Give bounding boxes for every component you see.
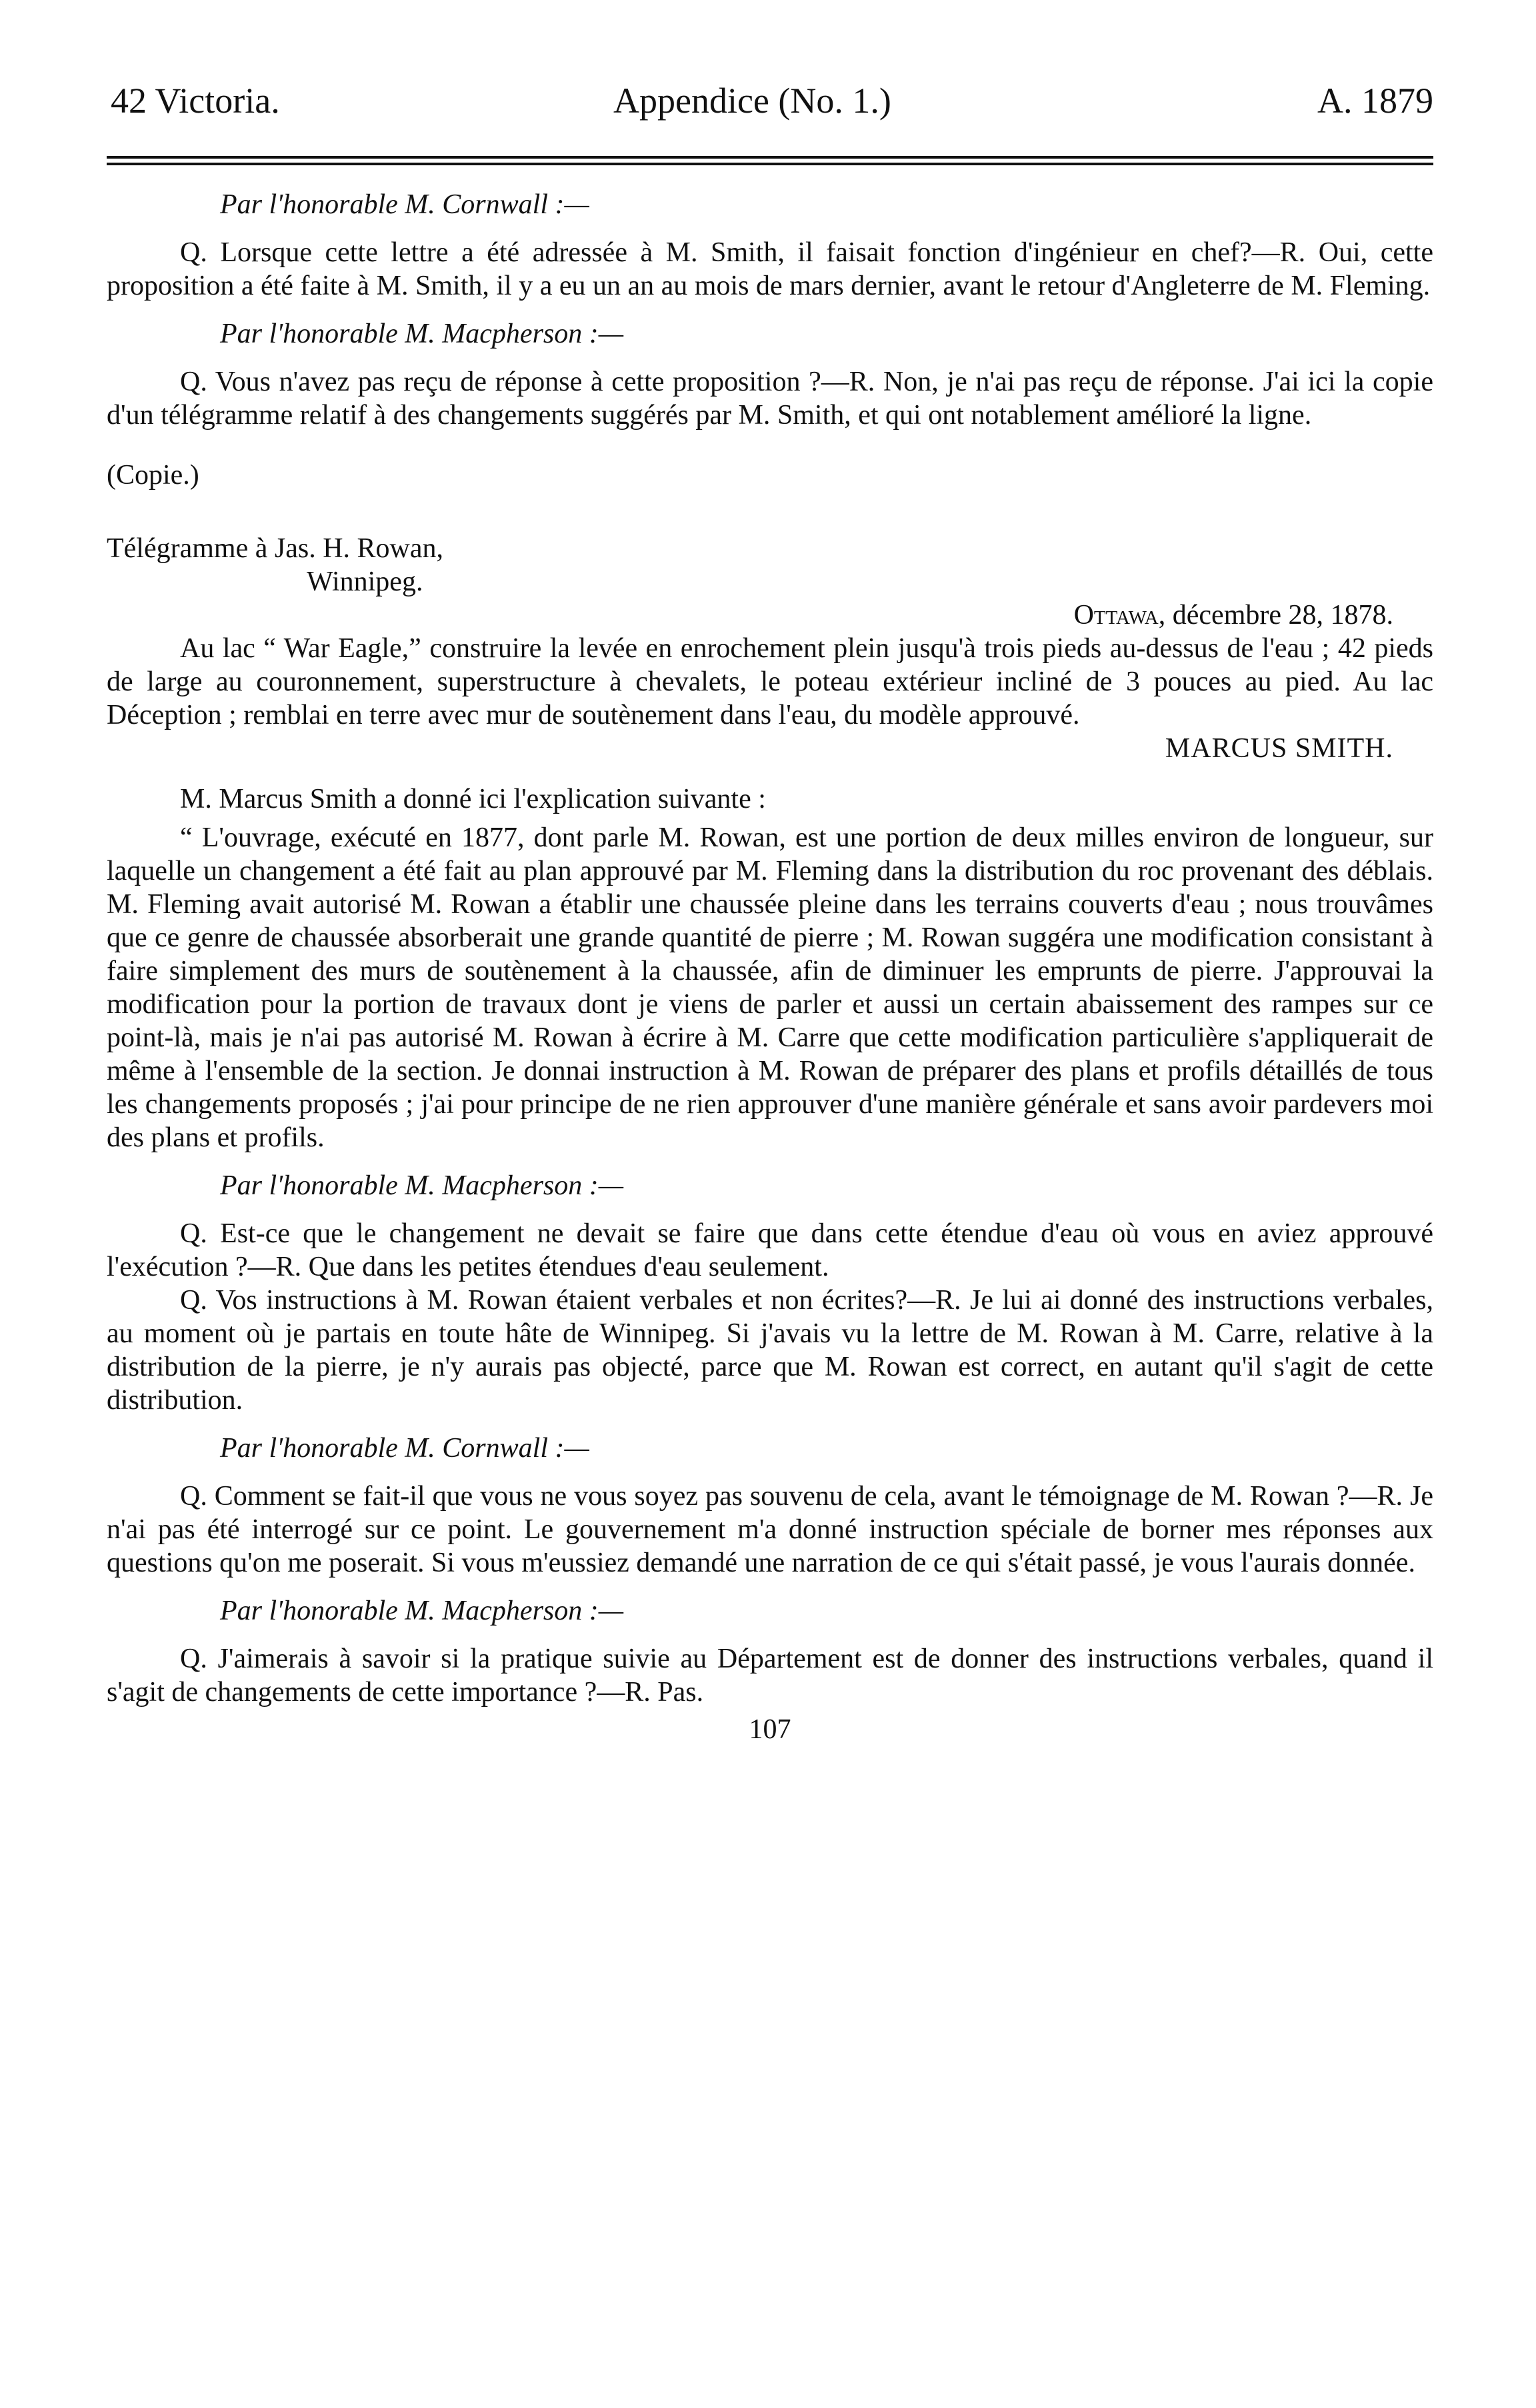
question-answer-2: Q. Vous n'avez pas reçu de réponse à cette proposition ?—R. Non, je n'ai pas reçu de réponse. J'ai ici la copie d'un télégramme relatif à des changements suggérés par M. Smith, et qui ont notablement amélioré la ligne. [107,367,1433,431]
telegram-recipient: Télégramme à Jas. H. Rowan, [107,533,444,564]
document-body [107,188,1433,1746]
question-answer-3: Q. Est-ce que le changement ne devait se faire que dans cette étendue d'eau où vous en aviez approuvé l'exécution ?—R. Que dans les petites étendues d'eau seulement. [107,1218,1433,1282]
document-page [107,80,1433,1746]
header-session: 42 Victoria. [111,81,280,121]
question-answer-6: Q. J'aimerais à savoir si la pratique suivie au Département est de donner des instructions verbales, quand il s'agit de changements de cette importance ?—R. Pas. [107,1644,1433,1708]
speaker-macpherson-1: Par l'honorable M. Macpherson :— [220,319,624,349]
telegram-city: Winnipeg. [307,567,423,597]
explanation-intro: M. Marcus Smith a donné ici l'explication suivante : [180,784,766,814]
telegram-signature: MARCUS SMITH. [1165,733,1393,764]
question-answer-5: Q. Comment se fait-il que vous ne vous soyez pas souvenu de cela, avant le témoignage de M. Rowan ?—R. Je n'ai pas été interrogé sur ce point. Le gouvernement m'a donné instruction spéciale de borner mes réponses aux questions qu'on me poserait. Si vous m'eussiez demandé une narration de ce qui s'était passé, je vous l'aurais donnée. [107,1481,1433,1578]
header-year: A. 1879 [1317,81,1433,121]
spacer [107,816,1433,821]
header-rule-bottom [107,163,1433,165]
copy-label: (Copie.) [107,460,199,491]
running-header [107,80,1433,133]
page-number: 107 [749,1714,791,1745]
question-answer-4: Q. Vos instructions à M. Rowan étaient verbales et non écrites?—R. Je lui ai donné des instructions verbales, au moment où je partais en toute hâte de Winnipeg. Si j'avais vu la lettre de M. Rowan à M. Carre, relative à la distribution de la pierre, je n'y aurais pas objecté, parce que M. Rowan est correct, en autant qu'il s'agit de cette distribution. [107,1285,1433,1416]
speaker-cornwall-1: Par l'honorable M. Cornwall :— [220,189,589,220]
speaker-macpherson-3: Par l'honorable M. Macpherson :— [220,1596,624,1626]
speaker-macpherson-2: Par l'honorable M. Macpherson :— [220,1170,624,1201]
explanation-text: “ L'ouvrage, exécuté en 1877, dont parle M. Rowan, est une portion de deux milles environ de longueur, sur laquelle un changement a été fait au plan approuvé par M. Fleming dans la distribution du roc provenant des déblais. M. Fleming avait autorisé M. Rowan a établir une chaussée pleine dans les terrains couverts d'eau ; nous trouvâmes que ce genre de chaussée absorberait une grande quantité de pierre ; M. Rowan suggéra une modification consistant à faire simplement des murs de soutènement à la chaussée, afin de diminuer les emprunts de pierre. J'approuvai la modification pour la portion de travaux dont je viens de parler et aussi un certain abaissement des rampes sur ce point-là, mais je n'ai pas autorisé M. Rowan à écrire à M. Carre que cette modification particulière s'appliquerait de même à l'ensemble de la section. Je donnai instruction à M. Rowan de préparer des plans et profils détaillés de tous les changements proposés ; j'ai pour principe de ne rien approuver d'une manière générale et sans avoir pardevers moi des plans et profils. [107,822,1433,1153]
speaker-cornwall-2: Par l'honorable M. Cornwall :— [220,1433,589,1464]
telegram-dateline [107,599,1393,632]
telegram-text: Au lac “ War Eagle,” construire la levée en enrochement plein jusqu'à trois pieds au-dessus de l'eau ; 42 pieds de large au couronnement, superstructure à chevalets, le poteau extérieur incliné de 3 pouces au pied. Au lac Déception ; remblai en terre avec mur de soutènement dans l'eau, du modèle approuvé. [107,633,1433,730]
question-answer-1: Q. Lorsque cette lettre a été adressée à M. Smith, il faisait fonction d'ingénieur en chef?—R. Oui, cette proposition a été faite à M. Smith, il y a eu un an au mois de mars dernier, avant le retour d'Angleterre de M. Fleming. [107,237,1433,301]
header-appendix: Appendice (No. 1.) [613,81,891,121]
dateline-date: décembre 28, 1878. [1165,600,1393,630]
header-rule-top [107,156,1433,159]
dateline-place: Ottawa, [1073,600,1166,630]
